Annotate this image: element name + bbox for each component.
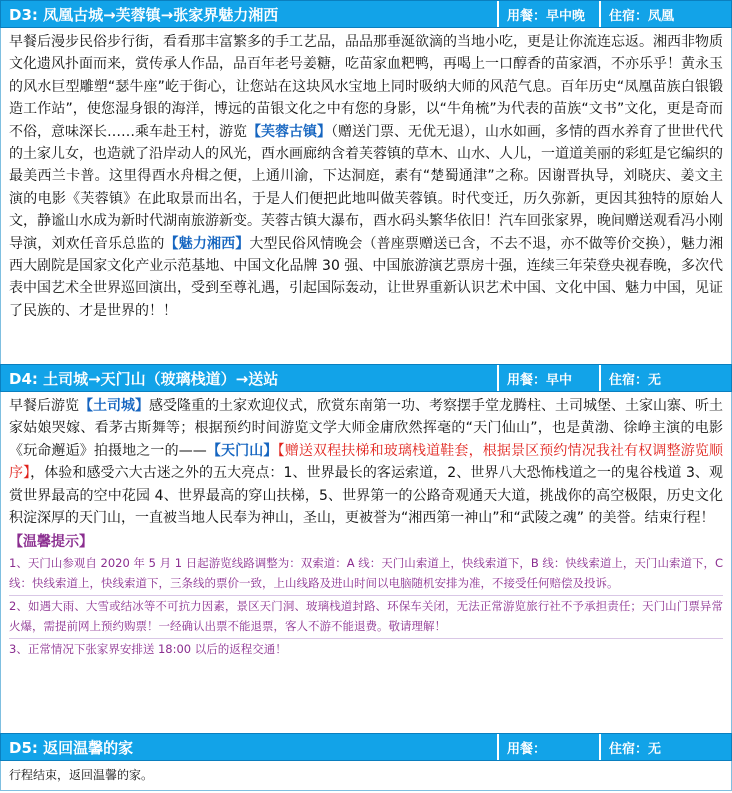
day4-header (0, 364, 732, 392)
day4-highlight-tianmen: 【天门山】 (206, 442, 278, 459)
day5-header (0, 733, 732, 761)
day4-meal: 用餐：早中 (499, 365, 601, 391)
day3-stay: 住宿：凤凰 (609, 8, 675, 24)
day5-body (0, 761, 732, 791)
day4-text-2: 感受隆重的土家欢迎仪式，欣赏东南第一功、考察摆手堂龙腾柱、土司城堡、土家山寨、听土家姑娘哭嫁、看茅古斯舞等；根据预约时间游览文学大师金庸欣然挥毫的“天门仙山”，也是黄渤、徐峥主演的电影《玩命邂逅》拍摄地之一的—— (9, 398, 723, 459)
day4-stay: 住宿：无 (609, 372, 662, 388)
day3-body (0, 28, 732, 364)
day4-highlight-tusi: 【土司城】 (79, 398, 149, 414)
day5-stay: 住宿：无 (609, 741, 662, 757)
day4-red-notice: 【赠送双程扶梯和玻璃栈道鞋套，根据景区预约情况我社有权调整游览顺序】 (9, 442, 724, 482)
day4-body (0, 392, 732, 733)
day3-highlight-furong: 【芙蓉古镇】 (247, 123, 331, 140)
day4-paragraph (9, 395, 723, 529)
day3-meal: 用餐：早中晚 (499, 1, 601, 27)
day3-header (0, 0, 732, 28)
day3-highlight-meili: 【魅力湘西】 (164, 235, 250, 252)
day4-text-3: ，体验和感受六大古迷之外的五大亮点：1、世界最长的客运索道，2、世界八大恐怖栈道之一的鬼谷栈道 3、观赏世界最高的空中花园 4、世界最高的穿山扶梯，5、世界第一的公路奇观通天大道，挑战你的高空极限，历史文化积淀深厚的天门山，一直被当地人民奉为神山，圣山，更被誉为“湘西第一神山”和“武陵之魂” 的美誉。结束行程！ (9, 465, 724, 527)
day3-text-1: 早餐后漫步民俗步行街，看看那丰富繁多的手工艺品，品品那垂涎欲滴的当地小吃，更是让你流连忘返。湘西非物质文化遗风扑面而来，赏传承人作品，品百年老号姜糖，吃苗家血粑鸭，再喝上一口醇香的苗家酒，不亦乐乎！黄永玉的风水巨型雕塑“瑟牛座”屹于街心，让您站在这块风水宝地上同时吸纳大师的风范气息。百年历史“凤凰苗族白银锻造工作站”，使您湿身银的海洋，博远的苗银文化之中有您的身影，以“牛角梳”为代表的苗族“文书”文化，更是奇而不俗，意味深长……乘车赴王村，游览 (9, 34, 723, 140)
day5-text: 行程结束，返回温馨的家。 (9, 768, 154, 782)
day4-tips-title: 【温馨提示】 (9, 534, 93, 551)
day3-text-2: （赠送门票、无优无退），山水如画，多情的酉水养育了世世代代的土家儿女，也造就了沿岸动人的风光，酉水画廊纳含着芙蓉镇的草木、山水、人儿，一道道美丽的彩虹是它编织的最美西兰卡普。这里得酉水舟楫之便，上通川渝，下达洞庭，素有“楚蜀通津”之称。因谢晋执导，刘晓庆、姜文主演的电影《芙蓉镇》在此取景而出名，于是人们便把此地叫做芙蓉镇。时代变迁，历久弥新，更因其独特的原始人文，静谧山水成为新时代湖南旅游新变。芙蓉古镇大瀑布，酉水码头繁华依旧！汽车回张家界，晚间赠送观看冯小刚导演，刘欢任音乐总监的 (9, 123, 723, 252)
day4-tip-1: 1、天门山参观自 2020 年 5 月 1 日起游览线路调整为：双索道：A 线：天门山索道上，快线索道下，B 线：快线索道上，天门山索道下，C 线：快线索道上，快线索道下，三条线的票价一致，上山线路及进山时间以电脑随机安排为准，不接受任何赔偿及投诉。 (9, 556, 723, 591)
day5-title: D5: 返回温馨的家 (1, 734, 499, 760)
day3-title: D3: 凤凰古城→芙蓉镇→张家界魅力湘西 (1, 1, 499, 27)
day3-text-3: 大型民俗风情晚会（普座票赠送已含，不去不退，亦不做等价交换），魅力湘西大剧院是国家文化产业示范基地、中国文化品牌 30 强、中国旅游演艺票房十强，连续三年荣登央视春晚，多次代表中国艺术全世界巡回演出，受到至尊礼遇，引起国际轰动，让世界重新认识艺术中国、文化中国、魅力中国，见证了民族的、才是世界的！！ (9, 235, 724, 319)
day4-text-1: 早餐后游览 (9, 398, 79, 414)
day4-title: D4: 土司城→天门山（玻璃栈道）→送站 (1, 365, 499, 391)
day4-tip-2: 2、如遇大雨、大雪或结冰等不可抗力因素，景区天门洞、玻璃栈道封路、环保车关闭，无法正常游览旅行社不予承担责任；天门山门票异常火爆，需提前网上预约购票！一经确认出票不能退票，客人不游不能退费。敬请理解！ (9, 595, 723, 638)
day5-meal: 用餐： (499, 734, 601, 760)
day4-tip-3: 3、正常情况下张家界安排送 18:00 以后的返程交通！ (9, 638, 723, 661)
